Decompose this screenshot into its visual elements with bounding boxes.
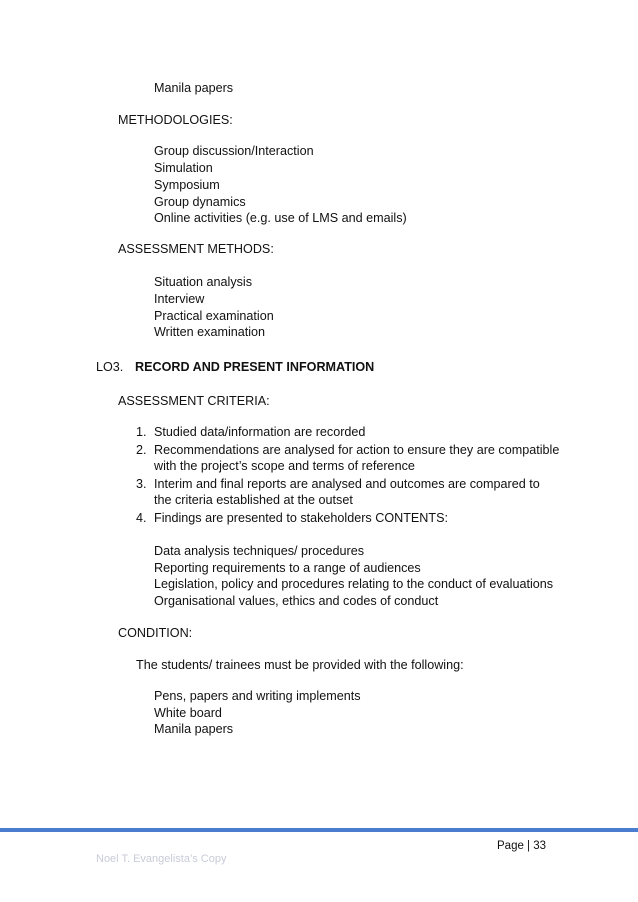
watermark-text: Noel T. Evangelista’s Copy [96,853,227,865]
criteria-text: Interim and final reports are analysed and outcomes are compared to [154,477,540,491]
list-item: Simulation [154,161,213,175]
list-item: Symposium [154,178,220,192]
assessment-methods-heading: ASSESSMENT METHODS: [118,242,274,256]
list-item: Group dynamics [154,195,246,209]
list-item: Reporting requirements to a range of audiences [154,561,421,575]
criteria-text: Studied data/information are recorded [154,425,366,439]
assessment-criteria-heading: ASSESSMENT CRITERIA: [118,394,270,408]
list-item: Written examination [154,325,266,339]
list-item: Manila papers [154,722,234,736]
lo-number: LO3. [96,360,124,374]
list-item: Data analysis techniques/ procedures [154,544,365,558]
list-item: Pens, papers and writing implements [154,689,361,703]
condition-intro: The students/ trainees must be provided with the following: [136,658,464,672]
list-item: Legislation, policy and procedures relating to the conduct of evaluations [154,577,554,591]
criteria-text-continued: with the project’s scope and terms of reference [154,459,415,473]
list-item: Organisational values, ethics and codes of conduct [154,594,439,608]
condition-heading: CONDITION: [118,626,193,640]
criteria-number: 4. [136,511,147,525]
criteria-text-continued: the criteria established at the outset [154,493,353,507]
criteria-number: 1. [136,425,147,439]
criteria-text: Recommendations are analysed for action to ensure they are compatible [154,443,560,457]
criteria-text: Findings are presented to stakeholders CONTENTS: [154,511,448,525]
criteria-number: 2. [136,443,147,457]
footer-rule [0,828,638,832]
list-item: Practical examination [154,309,274,323]
list-item: Situation analysis [154,275,253,289]
criteria-number: 3. [136,477,147,491]
list-item: Group discussion/Interaction [154,144,314,158]
list-item: Interview [154,292,205,306]
list-item: Manila papers [154,81,234,95]
lo-title: RECORD AND PRESENT INFORMATION [135,360,375,374]
methodologies-heading: METHODOLOGIES: [118,113,233,127]
list-item: White board [154,706,222,720]
list-item: Online activities (e.g. use of LMS and emails) [154,211,407,225]
page-number: Page | 33 [497,840,547,852]
